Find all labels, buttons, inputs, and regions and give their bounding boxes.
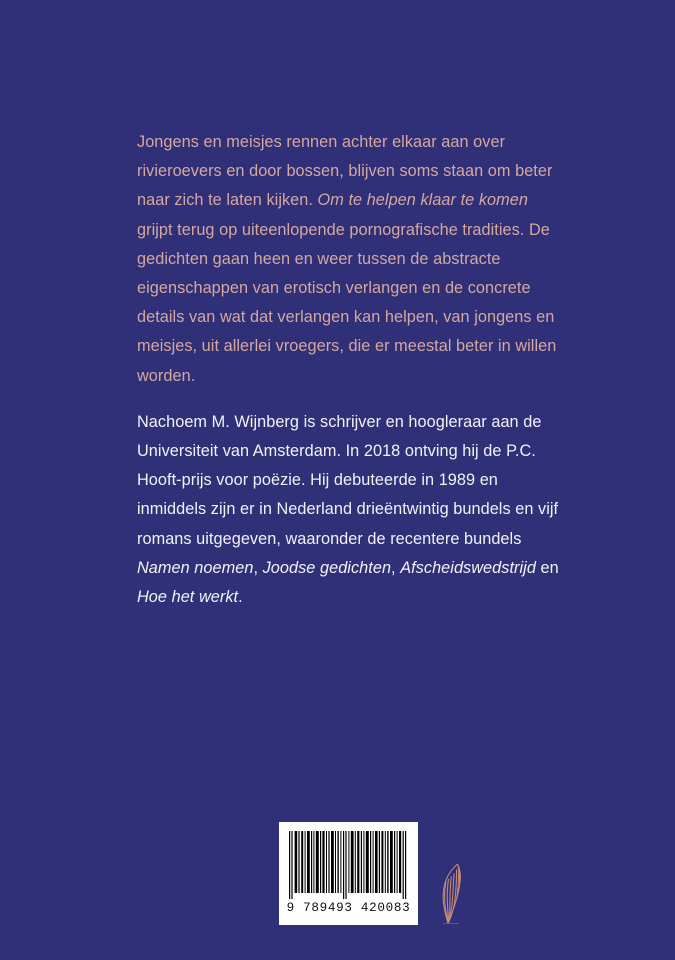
cover-text-block — [137, 128, 561, 612]
bio-separator-2: , — [391, 558, 401, 577]
bio-book-title-4: Hoe het werkt — [137, 588, 239, 607]
bio-text-part-1: Nachoem M. Wijnberg is schrijver en hoogleraar aan de Universiteit van Amsterdam. In 2018 ontving hij de P.C. Hooft-prijs voor poëzie. Hij debuteerde in 1989 en inmiddels zijn er in Nederland drieëntwintig bundels en vijf romans uitgegeven, waaronder de recentere bundels — [137, 412, 559, 548]
quill-feather-icon — [431, 858, 471, 926]
bio-book-title-3: Afscheidswedstrijd — [400, 558, 536, 577]
bio-separator-3: en — [535, 558, 559, 577]
barcode-isbn-number: 9 789493 420083 — [286, 901, 411, 915]
barcode-bars-icon — [288, 831, 409, 899]
blurb-text-part-1: Jongens en meisjes rennen achter elkaar aan over rivieroevers en door bossen, blijven soms staan om beter naar zich te laten kijken. — [137, 133, 553, 210]
publisher-logo — [431, 858, 471, 926]
bio-book-title-2: Joodse gedichten — [262, 558, 392, 577]
bio-text-end: . — [238, 588, 243, 607]
blurb-book-title: Om te helpen klaar te komen — [317, 191, 528, 210]
barcode-panel — [279, 822, 418, 925]
author-bio-paragraph — [137, 391, 561, 612]
blurb-paragraph — [137, 128, 561, 391]
blurb-text-part-2: grijpt terug op uiteenlopende pornografische tradities. De gedichten gaan heen en weer tussen de abstracte eigenschappen van erotisch verlangen en de concrete details van wat dat verlangen kan helpen, van jongens en meisjes, uit allerlei vroegers, die er meestal beter in willen worden. — [137, 220, 557, 385]
bio-separator-1: , — [253, 558, 263, 577]
bio-book-title-1: Namen noemen — [137, 558, 254, 577]
